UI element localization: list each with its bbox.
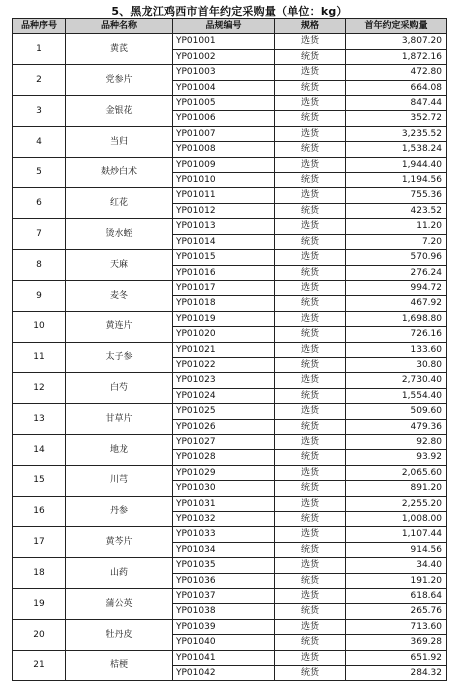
grade-cell: 统货 (275, 666, 346, 681)
table-row (13, 527, 447, 542)
table-row (13, 619, 447, 634)
grade-cell: 统货 (275, 542, 346, 557)
table-row (13, 558, 447, 573)
spec-code-cell: YP01008 (173, 142, 275, 157)
procurement-table (12, 18, 447, 681)
grade-cell: 选货 (275, 126, 346, 141)
spec-code-cell: YP01018 (173, 296, 275, 311)
variety-seq-cell: 13 (13, 404, 66, 435)
amount-cell: 191.20 (346, 573, 447, 588)
grade-cell: 选货 (275, 558, 346, 573)
amount-cell: 570.96 (346, 250, 447, 265)
grade-cell: 统货 (275, 142, 346, 157)
spec-code-cell: YP01032 (173, 512, 275, 527)
amount-cell: 3,807.20 (346, 34, 447, 49)
grade-cell: 选货 (275, 434, 346, 449)
spec-code-cell: YP01040 (173, 635, 275, 650)
table-row (13, 496, 447, 511)
variety-seq-cell: 18 (13, 558, 66, 589)
table-row (13, 34, 447, 49)
grade-cell: 选货 (275, 157, 346, 172)
grade-cell: 统货 (275, 265, 346, 280)
spec-code-cell: YP01028 (173, 450, 275, 465)
amount-cell: 509.60 (346, 404, 447, 419)
amount-cell: 1,554.40 (346, 388, 447, 403)
variety-name-cell: 地龙 (66, 434, 173, 465)
spec-code-cell: YP01034 (173, 542, 275, 557)
page-title: 5、黑龙江鸡西市首年约定采购量（单位：kg） (111, 5, 348, 18)
table-header-row (13, 19, 447, 34)
amount-cell: 726.16 (346, 327, 447, 342)
variety-seq-cell: 8 (13, 250, 66, 281)
table-row (13, 650, 447, 665)
header-seq: 品种序号 (13, 19, 66, 34)
grade-cell: 统货 (275, 203, 346, 218)
variety-name-cell: 丹参 (66, 496, 173, 527)
spec-code-cell: YP01042 (173, 666, 275, 681)
grade-cell: 统货 (275, 635, 346, 650)
variety-seq-cell: 17 (13, 527, 66, 558)
grade-cell: 选货 (275, 650, 346, 665)
header-name: 品种名称 (66, 19, 173, 34)
spec-code-cell: YP01019 (173, 311, 275, 326)
grade-cell: 统货 (275, 450, 346, 465)
spec-code-cell: YP01010 (173, 173, 275, 188)
table-row (13, 126, 447, 141)
variety-name-cell: 红花 (66, 188, 173, 219)
amount-cell: 276.24 (346, 265, 447, 280)
grade-cell: 统货 (275, 80, 346, 95)
spec-code-cell: YP01006 (173, 111, 275, 126)
variety-name-cell: 天麻 (66, 250, 173, 281)
spec-code-cell: YP01017 (173, 280, 275, 295)
grade-cell: 选货 (275, 373, 346, 388)
variety-name-cell: 桔梗 (66, 650, 173, 681)
spec-code-cell: YP01021 (173, 342, 275, 357)
grade-cell: 统货 (275, 604, 346, 619)
grade-cell: 选货 (275, 219, 346, 234)
variety-seq-cell: 21 (13, 650, 66, 681)
variety-seq-cell: 16 (13, 496, 66, 527)
table-row (13, 65, 447, 80)
variety-name-cell: 黄连片 (66, 311, 173, 342)
spec-code-cell: YP01026 (173, 419, 275, 434)
spec-code-cell: YP01011 (173, 188, 275, 203)
variety-name-cell: 党参片 (66, 65, 173, 96)
amount-cell: 1,538.24 (346, 142, 447, 157)
amount-cell: 479.36 (346, 419, 447, 434)
spec-code-cell: YP01020 (173, 327, 275, 342)
amount-cell: 92.80 (346, 434, 447, 449)
spec-code-cell: YP01013 (173, 219, 275, 234)
variety-name-cell: 甘草片 (66, 404, 173, 435)
grade-cell: 选货 (275, 250, 346, 265)
variety-seq-cell: 7 (13, 219, 66, 250)
grade-cell: 选货 (275, 619, 346, 634)
grade-cell: 统货 (275, 296, 346, 311)
variety-name-cell: 川芎 (66, 465, 173, 496)
variety-seq-cell: 2 (13, 65, 66, 96)
grade-cell: 统货 (275, 388, 346, 403)
spec-code-cell: YP01005 (173, 96, 275, 111)
amount-cell: 1,008.00 (346, 512, 447, 527)
amount-cell: 423.52 (346, 203, 447, 218)
variety-seq-cell: 12 (13, 373, 66, 404)
grade-cell: 选货 (275, 280, 346, 295)
spec-code-cell: YP01037 (173, 589, 275, 604)
amount-cell: 618.64 (346, 589, 447, 604)
amount-cell: 914.56 (346, 542, 447, 557)
amount-cell: 713.60 (346, 619, 447, 634)
variety-name-cell: 金银花 (66, 96, 173, 127)
variety-name-cell: 黄芪 (66, 34, 173, 65)
spec-code-cell: YP01041 (173, 650, 275, 665)
variety-name-cell: 麸炒白术 (66, 157, 173, 188)
variety-seq-cell: 3 (13, 96, 66, 127)
amount-cell: 30.80 (346, 357, 447, 372)
grade-cell: 统货 (275, 49, 346, 64)
variety-name-cell: 太子参 (66, 342, 173, 373)
variety-seq-cell: 5 (13, 157, 66, 188)
grade-cell: 统货 (275, 327, 346, 342)
amount-cell: 664.08 (346, 80, 447, 95)
grade-cell: 统货 (275, 481, 346, 496)
amount-cell: 265.76 (346, 604, 447, 619)
amount-cell: 755.36 (346, 188, 447, 203)
spec-code-cell: YP01024 (173, 388, 275, 403)
grade-cell: 统货 (275, 357, 346, 372)
table-row (13, 404, 447, 419)
grade-cell: 选货 (275, 589, 346, 604)
variety-seq-cell: 6 (13, 188, 66, 219)
amount-cell: 1,194.56 (346, 173, 447, 188)
header-spec: 规格 (275, 19, 346, 34)
amount-cell: 891.20 (346, 481, 447, 496)
table-row (13, 96, 447, 111)
amount-cell: 352.72 (346, 111, 447, 126)
spec-code-cell: YP01033 (173, 527, 275, 542)
spec-code-cell: YP01004 (173, 80, 275, 95)
grade-cell: 选货 (275, 34, 346, 49)
grade-cell: 统货 (275, 111, 346, 126)
variety-name-cell: 山药 (66, 558, 173, 589)
variety-name-cell: 当归 (66, 126, 173, 157)
variety-seq-cell: 19 (13, 589, 66, 620)
amount-cell: 369.28 (346, 635, 447, 650)
amount-cell: 847.44 (346, 96, 447, 111)
variety-seq-cell: 9 (13, 280, 66, 311)
spec-code-cell: YP01036 (173, 573, 275, 588)
spec-code-cell: YP01002 (173, 49, 275, 64)
table-row (13, 589, 447, 604)
amount-cell: 7.20 (346, 234, 447, 249)
variety-seq-cell: 15 (13, 465, 66, 496)
table-row (13, 280, 447, 295)
amount-cell: 472.80 (346, 65, 447, 80)
spec-code-cell: YP01014 (173, 234, 275, 249)
spec-code-cell: YP01016 (173, 265, 275, 280)
grade-cell: 统货 (275, 573, 346, 588)
amount-cell: 1,944.40 (346, 157, 447, 172)
spec-code-cell: YP01027 (173, 434, 275, 449)
table-row (13, 188, 447, 203)
grade-cell: 统货 (275, 512, 346, 527)
spec-code-cell: YP01007 (173, 126, 275, 141)
spec-code-cell: YP01003 (173, 65, 275, 80)
amount-cell: 2,065.60 (346, 465, 447, 480)
amount-cell: 3,235.52 (346, 126, 447, 141)
amount-cell: 1,107.44 (346, 527, 447, 542)
spec-code-cell: YP01029 (173, 465, 275, 480)
variety-seq-cell: 20 (13, 619, 66, 650)
spec-code-cell: YP01009 (173, 157, 275, 172)
variety-seq-cell: 10 (13, 311, 66, 342)
header-amount: 首年约定采购量 (346, 19, 447, 34)
amount-cell: 1,872.16 (346, 49, 447, 64)
spec-code-cell: YP01022 (173, 357, 275, 372)
amount-cell: 11.20 (346, 219, 447, 234)
amount-cell: 34.40 (346, 558, 447, 573)
spec-code-cell: YP01035 (173, 558, 275, 573)
spec-code-cell: YP01001 (173, 34, 275, 49)
header-code: 品规编号 (173, 19, 275, 34)
spec-code-cell: YP01030 (173, 481, 275, 496)
grade-cell: 统货 (275, 234, 346, 249)
variety-seq-cell: 4 (13, 126, 66, 157)
table-row (13, 465, 447, 480)
variety-name-cell: 麦冬 (66, 280, 173, 311)
amount-cell: 133.60 (346, 342, 447, 357)
amount-cell: 1,698.80 (346, 311, 447, 326)
grade-cell: 选货 (275, 342, 346, 357)
grade-cell: 选货 (275, 404, 346, 419)
grade-cell: 选货 (275, 527, 346, 542)
table-row (13, 311, 447, 326)
grade-cell: 选货 (275, 496, 346, 511)
table-row (13, 250, 447, 265)
amount-cell: 994.72 (346, 280, 447, 295)
variety-name-cell: 烫水蛭 (66, 219, 173, 250)
table-row (13, 373, 447, 388)
grade-cell: 选货 (275, 65, 346, 80)
variety-name-cell: 黄芩片 (66, 527, 173, 558)
spec-code-cell: YP01012 (173, 203, 275, 218)
amount-cell: 2,730.40 (346, 373, 447, 388)
spec-code-cell: YP01025 (173, 404, 275, 419)
spec-code-cell: YP01023 (173, 373, 275, 388)
amount-cell: 651.92 (346, 650, 447, 665)
table-row (13, 219, 447, 234)
amount-cell: 284.32 (346, 666, 447, 681)
table-row (13, 434, 447, 449)
grade-cell: 统货 (275, 173, 346, 188)
variety-name-cell: 白芍 (66, 373, 173, 404)
variety-name-cell: 蒲公英 (66, 589, 173, 620)
amount-cell: 2,255.20 (346, 496, 447, 511)
variety-seq-cell: 14 (13, 434, 66, 465)
variety-name-cell: 牡丹皮 (66, 619, 173, 650)
variety-seq-cell: 1 (13, 34, 66, 65)
grade-cell: 选货 (275, 311, 346, 326)
grade-cell: 选货 (275, 188, 346, 203)
spec-code-cell: YP01039 (173, 619, 275, 634)
table-row (13, 342, 447, 357)
amount-cell: 467.92 (346, 296, 447, 311)
spec-code-cell: YP01038 (173, 604, 275, 619)
table-row (13, 157, 447, 172)
spec-code-cell: YP01031 (173, 496, 275, 511)
spec-code-cell: YP01015 (173, 250, 275, 265)
grade-cell: 选货 (275, 96, 346, 111)
variety-seq-cell: 11 (13, 342, 66, 373)
table-body (13, 34, 447, 681)
amount-cell: 93.92 (346, 450, 447, 465)
grade-cell: 选货 (275, 465, 346, 480)
grade-cell: 统货 (275, 419, 346, 434)
